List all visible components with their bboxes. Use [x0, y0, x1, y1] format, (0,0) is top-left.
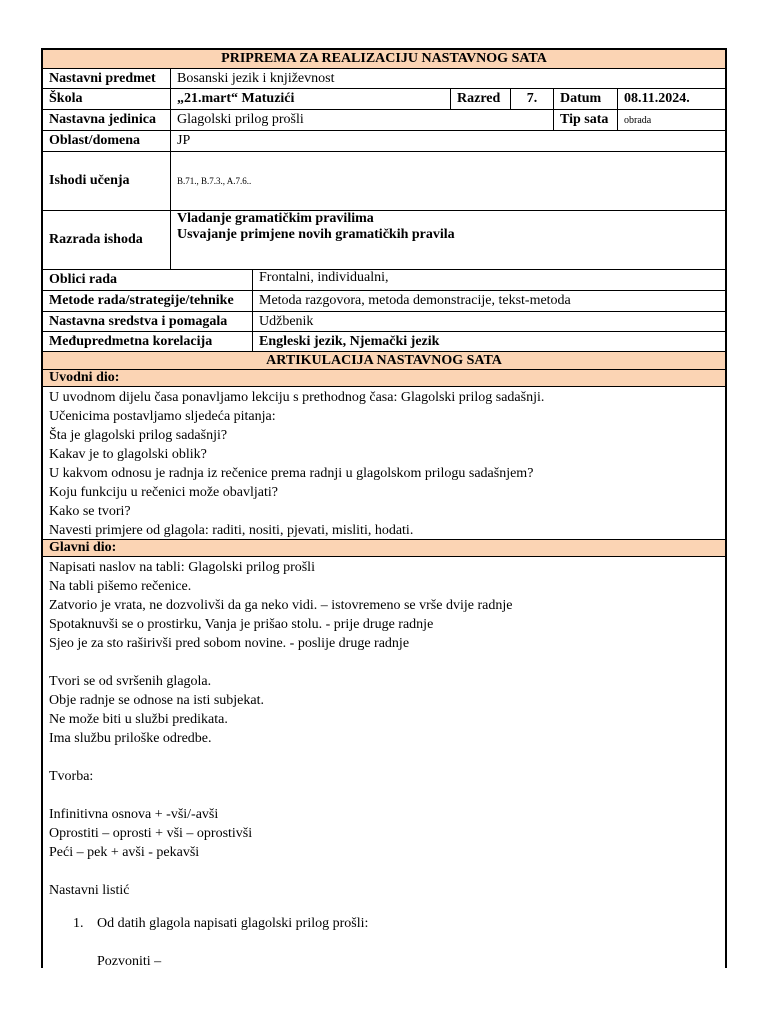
main-line: Na tabli pišemo rečenice. — [49, 579, 192, 594]
means-label: Nastavna sredstva i pomagala — [49, 313, 228, 329]
intro-title: Uvodni dio: — [43, 370, 725, 386]
task-number: 1. — [73, 916, 84, 931]
outcomes-row — [43, 152, 725, 211]
school-row — [43, 89, 725, 110]
main-title: Glavni dio: — [43, 540, 725, 556]
methods-row — [43, 291, 725, 312]
type-value: obrada — [617, 110, 725, 130]
grade-value: 7. — [510, 89, 553, 109]
unit-label: Nastavna jedinica — [49, 112, 156, 127]
title-row — [43, 50, 725, 69]
school-value: „21.mart“ Matuzići — [170, 89, 450, 109]
elaboration-line-2: Usvajanje primjene novih gramatičkih pravila — [177, 227, 455, 242]
main-line — [49, 786, 719, 805]
main-line — [49, 862, 719, 881]
forms-label: Oblici rada — [49, 272, 118, 287]
elaboration-value — [170, 211, 725, 269]
main-line: Peći – pek + avši - pekavši — [49, 845, 200, 860]
articulation-title: ARTIKULACIJA NASTAVNOG SATA — [43, 352, 725, 369]
task-entry — [49, 952, 719, 968]
unit-value: Glagolski prilog prošli — [170, 110, 553, 130]
methods-label: Metode rada/strategije/tehnike — [49, 293, 234, 308]
main-lines — [49, 558, 719, 900]
intro-line: Učenicima postavljamo sljedeća pitanja: — [49, 409, 276, 424]
main-line: Napisati naslov na tabli: Glagolski prilog prošli — [49, 560, 315, 575]
date-label: Datum — [553, 89, 617, 109]
main-line: Zatvorio je vrata, ne dozvolivši da ga neko vidi. – istovremeno se vrše dvije radnje — [49, 598, 513, 613]
main-line: Ne može biti u službi predikata. — [49, 712, 228, 727]
main-line: Tvorba: — [49, 769, 94, 784]
main-line: Infinitivna osnova + -vši/-avši — [49, 807, 219, 822]
intro-line: Navesti primjere od glagola: raditi, nositi, pjevati, misliti, hodati. — [49, 523, 414, 538]
date-value: 08.11.2024. — [617, 89, 725, 109]
lesson-plan-table — [41, 48, 727, 968]
means-value: Udžbenik — [252, 312, 725, 331]
outcomes-label: Ishodi učenja — [49, 173, 130, 188]
subject-value: Bosanski jezik i književnost — [170, 69, 725, 88]
intro-line: U uvodnom dijelu časa ponavljamo lekciju s prethodnog časa: Glagolski prilog sadašnji. — [49, 390, 545, 405]
task-item — [49, 914, 719, 933]
task-entry-text: Pozvoniti – — [97, 954, 162, 968]
intro-line: Kako se tvori? — [49, 504, 131, 519]
domain-value: JP — [170, 131, 725, 151]
correlation-value: Engleski jezik, Njemački jezik — [252, 332, 725, 351]
elaboration-row — [43, 211, 725, 270]
main-line: Sjeo je za sto raširivši pred sobom novine. - poslije druge radnje — [49, 636, 410, 651]
domain-row — [43, 131, 725, 152]
intro-line: Šta je glagolski prilog sadašnji? — [49, 428, 228, 443]
correlation-label: Međupredmetna korelacija — [49, 333, 213, 349]
forms-value: Frontalni, individualni, — [252, 270, 725, 290]
task-text: Od datih glagola napisati glagolski prilog prošli: — [97, 916, 369, 931]
intro-line: Kakav je to glagolski oblik? — [49, 447, 207, 462]
main-line: Tvori se od svršenih glagola. — [49, 674, 212, 689]
main-line: Nastavni listić — [49, 883, 130, 898]
intro-lines — [49, 388, 719, 540]
main-line — [49, 653, 719, 672]
school-label: Škola — [49, 91, 83, 106]
outcomes-value: B.71., B.7.3., A.7.6.. — [170, 152, 725, 210]
elaboration-line-1: Vladanje gramatičkim pravilima — [177, 211, 374, 226]
main-line: Spotaknuvši se o prostirku, Vanja je prišao stolu. - prije druge radnje — [49, 617, 434, 632]
correlation-row — [43, 332, 725, 352]
page-title: PRIPREMA ZA REALIZACIJU NASTAVNOG SATA — [43, 50, 725, 68]
articulation-row — [43, 352, 725, 370]
subject-row — [43, 69, 725, 89]
type-label: Tip sata — [553, 110, 617, 130]
domain-label: Oblast/domena — [49, 133, 141, 148]
intro-line: Koju funkciju u rečenici može obavljati? — [49, 485, 278, 500]
forms-row — [43, 270, 725, 291]
main-line: Oprostiti – oprosti + vši – oprostivši — [49, 826, 253, 841]
elaboration-label: Razrada ishoda — [49, 232, 143, 247]
intro-content — [43, 387, 725, 540]
methods-value: Metoda razgovora, metoda demonstracije, tekst-metoda — [252, 291, 725, 311]
main-line: Ima službu priloške odredbe. — [49, 731, 212, 746]
unit-row — [43, 110, 725, 131]
intro-header-row — [43, 370, 725, 387]
subject-label: Nastavni predmet — [49, 70, 156, 86]
task-block — [49, 914, 719, 968]
means-row — [43, 312, 725, 332]
grade-label: Razred — [450, 89, 510, 109]
main-content — [43, 557, 725, 968]
main-line — [49, 748, 719, 767]
main-line: Obje radnje se odnose na isti subjekat. — [49, 693, 265, 708]
intro-line: U kakvom odnosu je radnja iz rečenice prema radnji u glagolskom prilogu sadašnjem? — [49, 466, 534, 481]
main-header-row — [43, 540, 725, 557]
